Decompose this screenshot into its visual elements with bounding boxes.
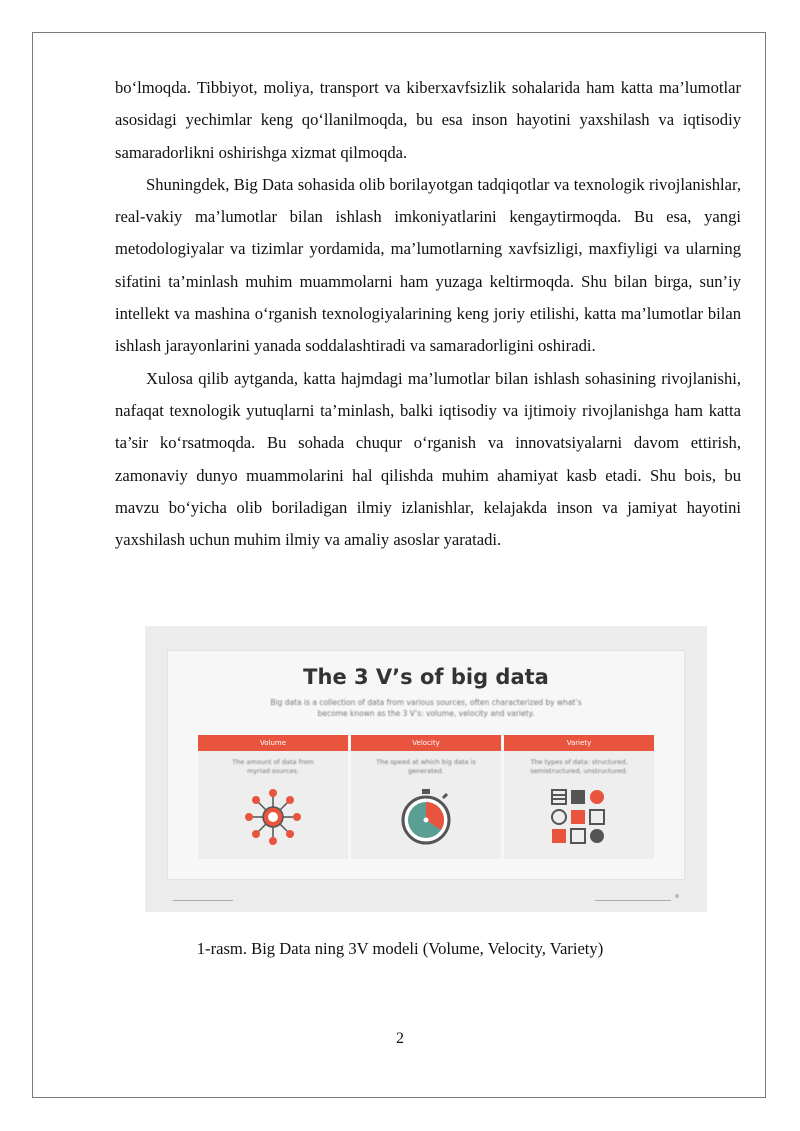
- body-text: [115, 72, 741, 556]
- big-data-3v-figure: [145, 626, 707, 912]
- variety-description: The types of data: structured, semistructured, unstructured.: [530, 758, 628, 775]
- velocity-column: [351, 735, 501, 859]
- paragraph-3: Xulosa qilib aytganda, katta hajmdagi ma’lumotlar bilan ishlash sohasining rivojlanishi, nafaqat texnologik yutuqlarni ta’minlash, balki iqtisodiy va ijtimoiy rivojlanishga ham katta ta’sir ko‘rsatmoqda. Bu sohada chuqur o‘rganish va innovatsiyalarni davom ettirish, zamonaviy dunyo muammolarini hal qilishda muhim ahamiyat kasb etadi. Shu bois, bu mavzu bo‘yicha olib boriladigan ilmiy izlanishlar, kelajakda inson va jamiyat hayotini yaxshilash uchun muhim ilmiy va amaliy asoslar yaratadi.: [115, 368, 741, 550]
- infographic-title: The 3 V’s of big data: [303, 665, 549, 689]
- paragraph-1: bo‘lmoqda. Tibbiyot, moliya, transport va kiberxavfsizlik sohalarida ham katta ma’lumotlar asosidagi yechimlar keng qo‘llanilmoqda, bu esa inson hayotini yaxshilash va iqtisodiy samaradorlikni oshirishga xizmat qilmoqda.: [115, 78, 741, 162]
- velocity-heading: Velocity: [351, 735, 501, 751]
- paragraph-2: Shuningdek, Big Data sohasida olib borilayotgan tadqiqotlar va texnologik rivojlanishlar, real-vakiy ma’lumotlar bilan ishlash imkoniyatlarini kengaytirmoqda. Bu esa, yangi metodologiyalar va tizimlar yordamida, ma’lumotlarning xavfsizligi, maxfiyligi va ularning sifatini ta’minlash muhim muammolarni ham yuzaga keltirmoqda. Shu bilan birga, sun’iy intellekt va mashina o‘rganish texnologiyalarining keng joriy etilishi, katta ma’lumotlar bilan ishlash jarayonlarini yanada soddalashtiradi va samaradorligini oshiradi.: [115, 174, 741, 356]
- figure-footer-line-left: [173, 900, 233, 901]
- variety-heading: Variety: [504, 735, 654, 751]
- stopwatch-icon: [396, 787, 456, 847]
- network-hub-icon: [243, 787, 303, 847]
- volume-description: The amount of data from myriad sources.: [232, 758, 314, 775]
- volume-heading: Volume: [198, 735, 348, 751]
- shapes-grid-icon: [549, 787, 609, 847]
- variety-column: [504, 735, 654, 859]
- volume-column: [198, 735, 348, 859]
- page-number: 2: [396, 1030, 404, 1047]
- figure-caption: 1-rasm. Big Data ning 3V modeli (Volume, Velocity, Variety): [196, 939, 604, 958]
- velocity-description: The speed at which big data is generated.: [376, 758, 476, 775]
- infographic-subtitle: Big data is a collection of data from various sources, often characterized by what’s become known as the 3 V’s: volume, velocity and variety.: [270, 698, 582, 718]
- infographic-slide: [167, 650, 685, 880]
- figure-footer-line-right: [595, 900, 671, 901]
- figure-footer-dot: [675, 894, 679, 898]
